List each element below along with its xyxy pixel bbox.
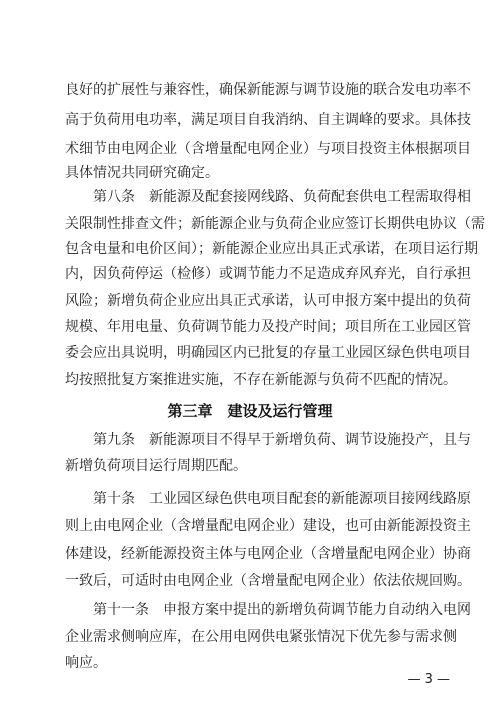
article-11-line: 第十一条 申报方案中提出的新增负荷调节能力自动纳入电网 [65, 602, 471, 618]
paragraph-line: 术细节由电网企业（含增量配电网企业）与项目投资主体根据项目 [65, 141, 471, 157]
article-8-line: 均按照批复方案推进实施，不存在新能源与负荷不匹配的情况。 [65, 372, 457, 388]
article-9-line: 第九条 新能源项目不得早于新增负荷、调节设施投产，且与 [65, 432, 471, 448]
article-9-line: 新增负荷项目运行周期匹配。 [65, 458, 247, 474]
page-number: — 3 — [407, 672, 450, 687]
article-8-line: 内，因负荷停运（检修）或调节能力不足造成弃风弃光，自行承担 [65, 266, 471, 282]
chapter-heading: 第三章 建设及运行管理 [167, 402, 333, 420]
article-8-line: 包含电量和电价区间）；新能源企业应出具正式承诺，在项目运行期 [65, 241, 478, 257]
article-10-line: 第十条 工业园区绿色供电项目配套的新能源项目接网线路原 [65, 491, 471, 507]
article-11-line: 响应。 [65, 655, 107, 671]
article-8-line: 风险；新增负荷企业应出具正式承诺，认可申报方案中提出的负荷 [65, 293, 471, 309]
article-8-line: 关限制性排查文件；新能源企业与负荷企业应签订长期供电协议（需 [65, 216, 485, 232]
article-11-line: 企业需求侧响应库，在公用电网供电紧张情况下优先参与需求侧 [65, 629, 457, 645]
paragraph-line: 高于负荷用电功率，满足项目自我消纳、自主调峰的要求。具体技 [65, 112, 471, 128]
paragraph-line: 具体情况共同研究确定。 [65, 165, 219, 181]
article-8-line: 第八条 新能源及配套接网线路、负荷配套供电工程需取得相 [65, 189, 471, 205]
article-10-line: 一致后，可适时由电网企业（含增量配电网企业）依法依规回购。 [65, 573, 471, 589]
article-10-line: 体建设，经新能源投资主体与电网企业（含增量配电网企业）协商 [65, 546, 471, 562]
article-8-line: 规模、年用电量、负荷调节能力及投产时间；项目所在工业园区管 [65, 319, 471, 335]
article-8-line: 委会应出具说明，明确园区内已批复的存量工业园区绿色供电项目 [65, 345, 471, 361]
article-10-line: 则上由电网企业（含增量配电网企业）建设，也可由新能源投资主 [65, 518, 471, 534]
paragraph-line: 良好的扩展性与兼容性，确保新能源与调节设施的联合发电功率不 [65, 82, 471, 98]
